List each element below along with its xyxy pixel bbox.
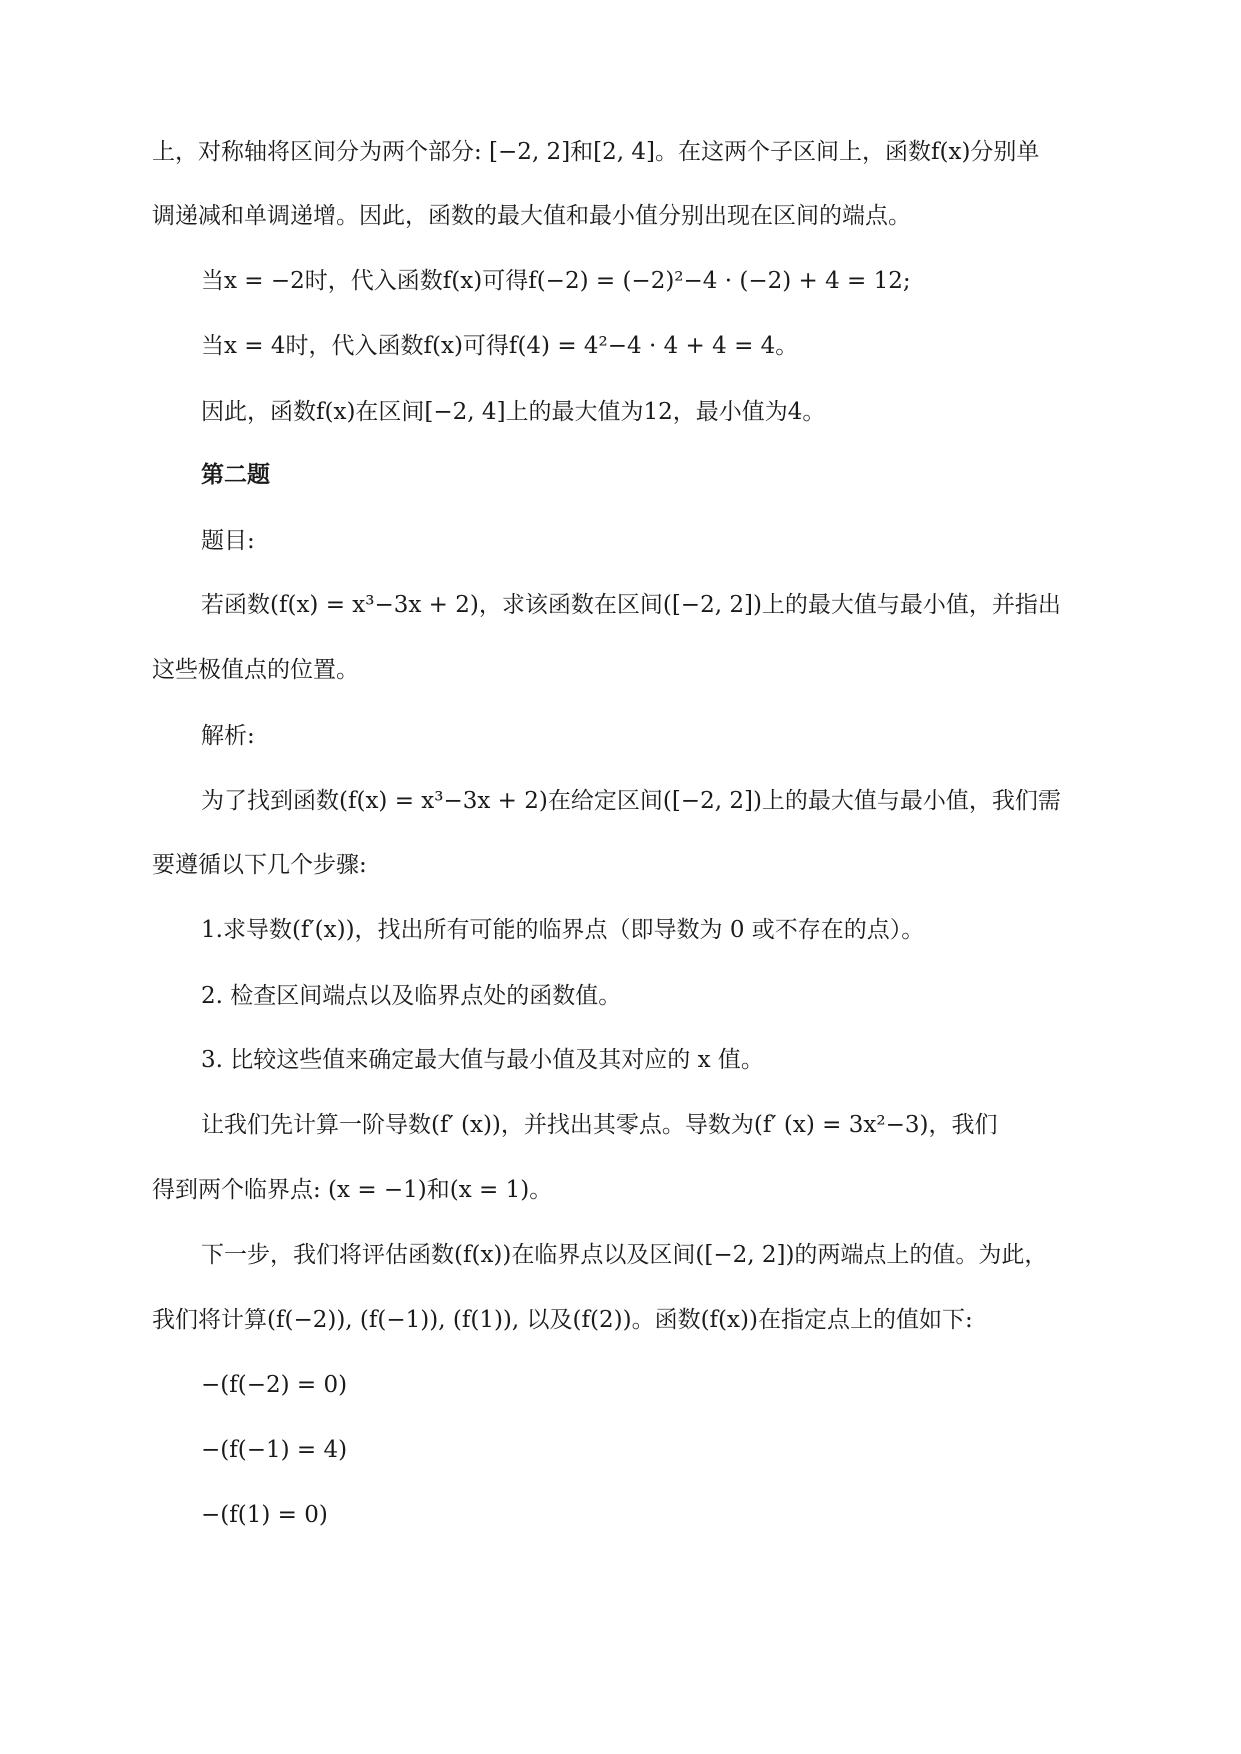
paragraph-line: 上，对称轴将区间分为两个部分: [−2, 2]和[2, 4]。在这两个子区间上，函数f(x)分别单 <box>152 139 1040 165</box>
paragraph-line: 下一步，我们将评估函数(f(x))在临界点以及区间([−2, 2])的两端点上的值。为此， <box>201 1242 1048 1268</box>
paragraph-line: 因此，函数f(x)在区间[−2, 4]上的最大值为12，最小值为4。 <box>201 399 826 425</box>
list-item: 2. 检查区间端点以及临界点处的函数值。 <box>201 983 622 1009</box>
value-item: −(f(−2) = 0) <box>201 1372 348 1398</box>
value-item: −(f(1) = 0) <box>201 1502 328 1528</box>
label-question: 题目: <box>201 528 255 554</box>
value-item: −(f(−1) = 4) <box>201 1437 348 1463</box>
section-heading: 第二题 <box>201 461 270 488</box>
paragraph-line: 调递减和单调递增。因此，函数的最大值和最小值分别出现在区间的端点。 <box>152 203 911 229</box>
list-item: 1.求导数(f′(x))，找出所有可能的临界点（即导数为 0 或不存在的点）。 <box>201 917 925 943</box>
paragraph-line: 要遵循以下几个步骤: <box>152 852 367 878</box>
paragraph-line: 这些极值点的位置。 <box>152 657 359 683</box>
paragraph-line: 为了找到函数(f(x) = x³−3x + 2)在给定区间([−2, 2])上的最大值与最小值，我们需 <box>201 788 1061 814</box>
paragraph-line: 得到两个临界点: (x = −1)和(x = 1)。 <box>152 1177 553 1203</box>
paragraph-line: 当x = −2时，代入函数f(x)可得f(−2) = (−2)²−4 · (−2) + 4 = 12; <box>201 268 911 294</box>
label-analysis: 解析: <box>201 723 255 749</box>
paragraph-line: 若函数(f(x) = x³−3x + 2)，求该函数在区间([−2, 2])上的最大值与最小值，并指出 <box>201 592 1061 618</box>
paragraph-line: 让我们先计算一阶导数(f′ (x))，并找出其零点。导数为(f′ (x) = 3x²−3)，我们 <box>201 1112 998 1138</box>
list-item: 3. 比较这些值来确定最大值与最小值及其对应的 x 值。 <box>201 1047 764 1073</box>
paragraph-line: 我们将计算(f(−2)), (f(−1)), (f(1)), 以及(f(2))。函数(f(x))在指定点上的值如下: <box>152 1307 973 1333</box>
paragraph-line: 当x = 4时，代入函数f(x)可得f(4) = 4²−4 · 4 + 4 = 4。 <box>201 333 799 359</box>
